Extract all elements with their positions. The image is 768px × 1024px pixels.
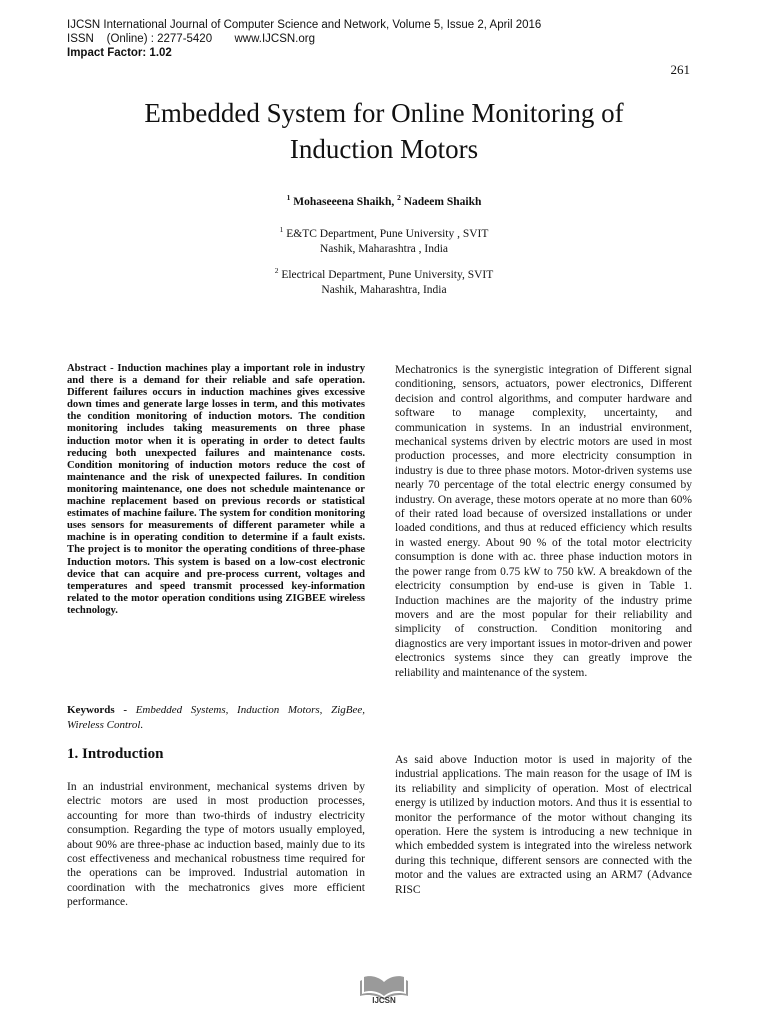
paper-title-line1: Embedded System for Online Monitoring of: [144, 98, 624, 128]
footer-logo-text: IJCSN: [372, 996, 396, 1005]
keywords: [67, 703, 365, 732]
abstract: Abstract - Induction machines play a important role in industry and there is a demand for their reliable and safe operation. Different failures occurs in induction machines gives excessive down times and generate large losses in term, and this motivates the condition monitoring of induction motors. The condition monitoring includes taking measurements on three phase induction motor when it is operating in order to detect faults reducing both unexpected failures and maintenance costs. Condition monitoring of induction motors reduce the cost of maintenance and the risk of unexpected failures. In condition monitoring maintenance, one does not schedule maintenance or machine replacement based on previous records or statistical estimates of machine failure. The system for condition monitoring uses sensors for measurements of different parameter while a machine is in operating condition to determine if a fault exists. The project is to monitor the operating conditions of three-phase Induction motors. This system is based on a low-cost electronic device that can acquire and pre-process current, voltages and temperatures and speed transmit processed key-information related to the motor operation conditions using ZIGBEE wireless technology.: [67, 363, 365, 616]
author2-affil-marker: 2: [397, 193, 401, 202]
paper-title-line2: Induction Motors: [289, 134, 479, 164]
affiliation-1-line2: Nashik, Maharashtra , India: [319, 242, 449, 255]
author1-affil-marker: 1: [286, 193, 291, 202]
journal-impact-factor: Impact Factor: 1.02: [67, 47, 172, 59]
journal-header-issn: ISSN (Online) : 2277-5420 www.IJCSN.org: [67, 33, 315, 45]
author1-name: Mohaseeena Shaikh,: [290, 195, 398, 208]
author2-name: Nadeem Shaikh: [400, 195, 482, 208]
keywords-text: Embedded Systems, Induction Motors, ZigBee, Wireless Control.: [67, 704, 365, 731]
body-paragraph-induction-motor: As said above Induction motor is used in majority of the industrial applications. The main reason for the usage of IM is its reliability and simplicity of operation. Most of electrical energy is utilized by induction motors. And thus it is essential to monitor the performance of the motor without changing its operation. Here the system is introducing a new technique in which embedded system is integrated into the wireless network during this technique, different sensors are connected with the motor and the values are extracted using an ARM7 (Advance RISC: [395, 754, 692, 896]
affiliation-2: [0, 263, 768, 298]
page-number: 261: [670, 62, 690, 77]
section-heading-introduction: 1. Introduction: [67, 746, 164, 762]
keywords-label: Keywords -: [67, 704, 136, 716]
journal-header-line1: IJCSN International Journal of Computer Science and Network, Volume 5, Issue 2, April 2016: [67, 19, 542, 31]
body-paragraph-mechatronics: Mechatronics is the synergistic integration of Different signal conditioning, sensors, actuators, power electronics, Different decision and control algorithms, and computer hardware and software to manage complexity, uncertainty, and communication in systems. In an industrial environment, mechanical systems driven by electric motors are used in most production processes, and more electricity consumption in industry is due to three phase motors. Motor-driven systems use nearly 70 percentage of the total electric energy consumed by industry. On average, these motors operate at no more than 60% of their rated load because of oversized installations or under loaded conditions, and thus at reduced efficiency which results in wasted energy. About 90 % of the total motor electricity consumption is done with ac. three phase induction motors in the power range from 0.75 kW to 750 kW. A breakdown of the electricity consumption by end-use is given in Table 1. Induction machines are the majority of the industry prime movers and are the most popular for their reliability and simplicity of construction. Condition monitoring and diagnostics are very important issues in motor-driven and power electronics systems since they can greatly improve the reliability and maintenance of the system.: [395, 364, 692, 679]
affiliation-1-line1: E&TC Department, Pune University , SVIT: [283, 227, 489, 240]
introduction-paragraph: In an industrial environment, mechanical systems driven by electric motors are used in most production processes, accounting for more than two-thirds of industry electricity consumption. Regarding the type of motors usually employed, about 90% are three-phase ac induction based, mainly due to its cost effectiveness and mechanical robustness time required for the operations can be improved. Industrial automation in coordination with the mechatronics gives more efficient performance.: [67, 781, 365, 909]
affiliation-2-line1: Electrical Department, Pune University, SVIT: [278, 268, 494, 281]
affiliation-2-marker: 2: [274, 266, 279, 275]
author-list: [0, 193, 768, 208]
paper-title: [60, 95, 708, 167]
affiliation-1-marker: 1: [279, 225, 284, 234]
affiliation-2-line2: Nashik, Maharashtra, India: [321, 283, 447, 296]
open-book-icon: [352, 968, 416, 1012]
journal-header: [67, 18, 541, 60]
affiliation-1: [0, 222, 768, 257]
